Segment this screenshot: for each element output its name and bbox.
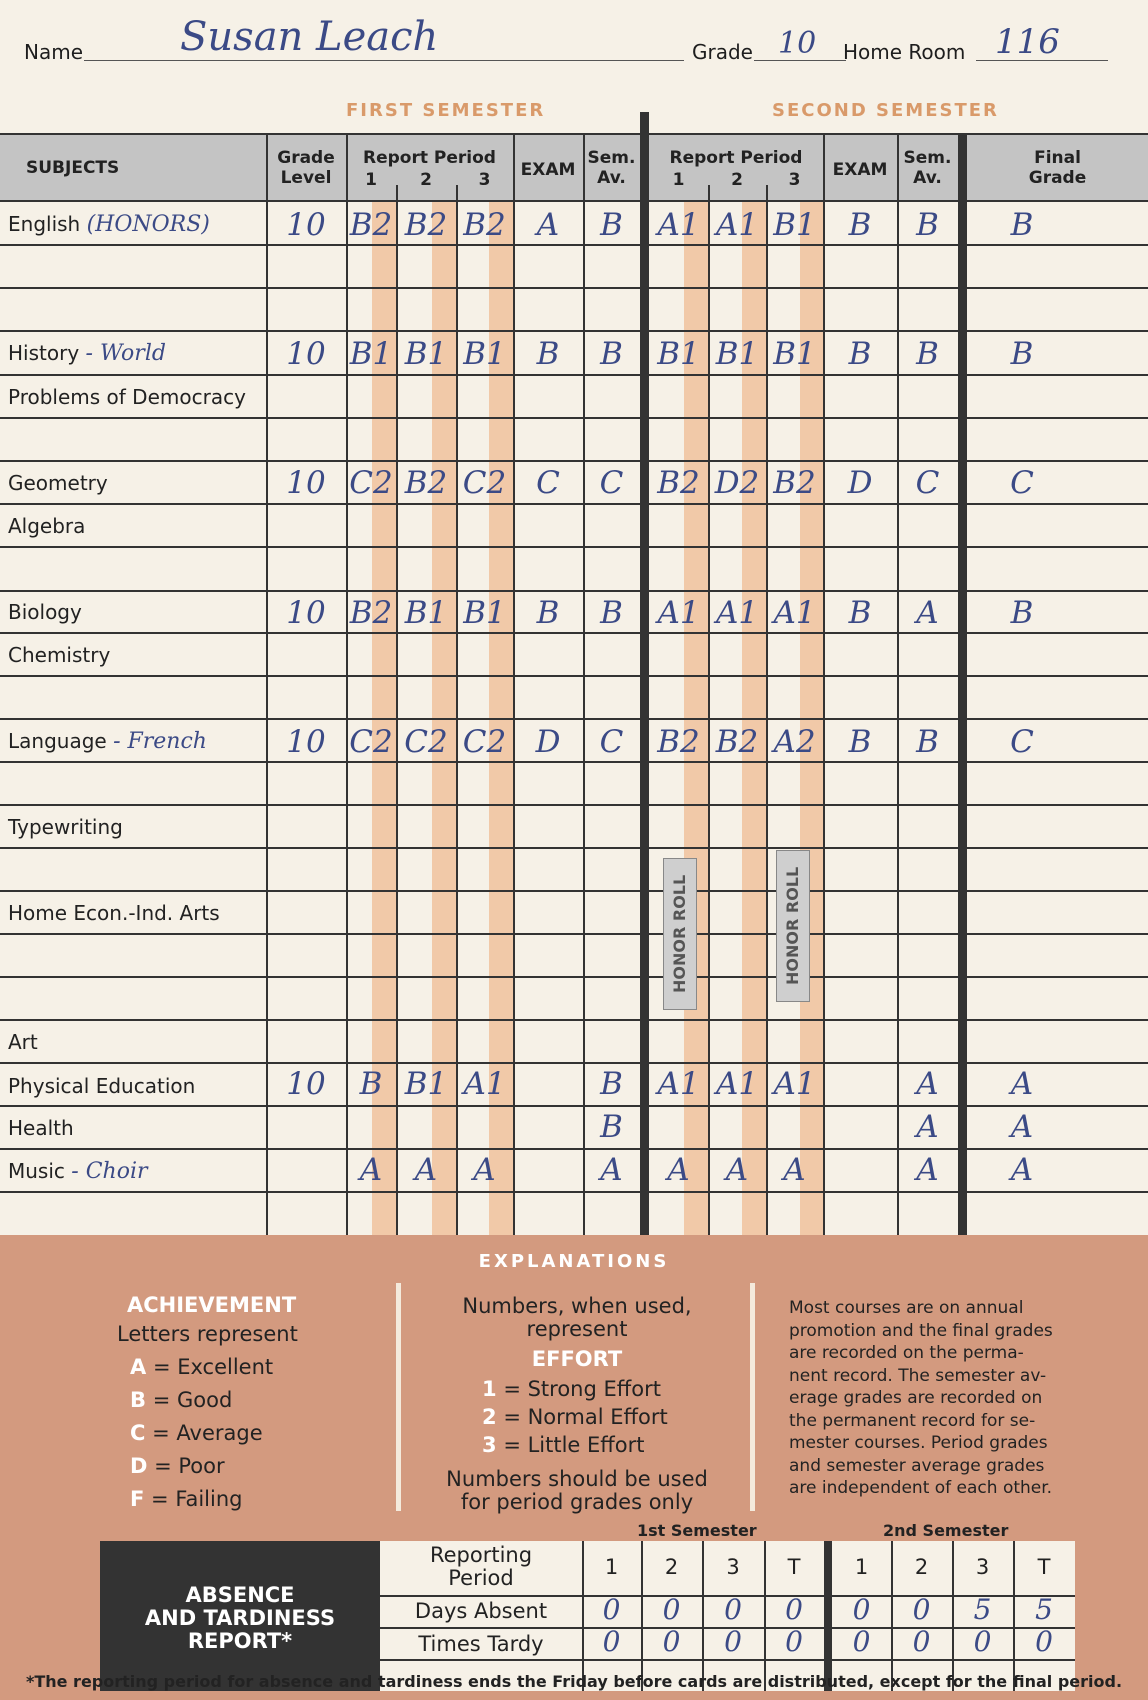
legend-d: D = Poor — [130, 1454, 225, 1478]
table-rule — [0, 933, 1148, 935]
table-rule — [0, 200, 1148, 202]
subject-geometry: Geometry — [8, 471, 108, 495]
honor-roll-stamp: HONOR ROLL — [663, 858, 697, 1010]
days-absent-value: 0 — [662, 1593, 681, 1626]
grade-cell: D2 — [714, 465, 760, 501]
legend-a: A = Excellent — [130, 1355, 274, 1379]
period-label: 1 — [604, 1555, 619, 1579]
grade-cell: A1 — [463, 1066, 506, 1102]
grade-cell: A — [1010, 1152, 1034, 1188]
table-rule — [0, 675, 1148, 677]
subject-physical-education: Physical Education — [8, 1074, 196, 1098]
grade-cell: A — [1010, 1066, 1034, 1102]
absence-semester-divider — [824, 1541, 832, 1691]
grade-cell: C — [599, 724, 624, 760]
period-label: 3 — [975, 1555, 990, 1579]
grade-cell: B2 — [715, 724, 759, 760]
grade-cell: B — [916, 207, 939, 243]
grade-cell: 10 — [286, 1066, 326, 1102]
subject-chemistry: Chemistry — [8, 643, 111, 667]
days-absent-value: 0 — [852, 1593, 871, 1626]
s1-sem-av-header: Sem. Av. — [587, 148, 636, 188]
s1-period-3: 3 — [478, 170, 491, 190]
table-rule — [0, 546, 1148, 548]
grade-cell: 10 — [286, 336, 326, 372]
subject-home-econ: Home Econ.-Ind. Arts — [8, 901, 220, 925]
subject-typewriting: Typewriting — [8, 815, 123, 839]
grade-cell: B2 — [657, 465, 700, 501]
grade-cell: B2 — [349, 207, 393, 243]
subject-biology: Biology — [8, 600, 82, 624]
table-rule — [0, 890, 1148, 892]
grade-cell: B — [600, 1109, 623, 1145]
semester-divider — [640, 112, 649, 1235]
s1-exam-header: EXAM — [520, 160, 576, 180]
grade-cell: A — [916, 1152, 939, 1188]
footnote: *The reporting period for absence and tardiness ends the Friday before cards are distributed, except for the final period. — [25, 1672, 1123, 1691]
table-col-rule — [823, 133, 825, 1235]
grade-cell: D — [535, 724, 561, 760]
achievement-title: ACHIEVEMENT — [127, 1293, 297, 1317]
annual-promotion-note: Most courses are on annual promotion and the final grades are recorded on the perma- nent record. The semester av- erage grades are recorded on the permanent record for se- mester courses. Period grades and semester average grades are independent of each other. — [789, 1298, 1053, 1498]
times-tardy-value: 0 — [785, 1625, 803, 1658]
subject-language: Language - French — [8, 729, 207, 754]
days-absent-value: 5 — [973, 1593, 992, 1626]
grade-cell: B — [1010, 207, 1034, 243]
s2-period-1: 1 — [672, 170, 685, 190]
grade-cell: B1 — [349, 336, 393, 372]
grade-cell: B1 — [404, 336, 448, 372]
grade-cell: B — [536, 595, 560, 631]
grade-cell: B1 — [773, 336, 816, 372]
legend-b: B = Good — [130, 1388, 233, 1412]
absence-report-title: ABSENCE AND TARDINESS REPORT* — [100, 1541, 380, 1691]
s2-sem-av-header: Sem. Av. — [903, 148, 952, 188]
grade-cell: B — [848, 207, 872, 243]
grade-cell: A — [1010, 1109, 1034, 1145]
honor-roll-stamp: HONOR ROLL — [776, 850, 810, 1002]
grade-cell: C — [1010, 724, 1034, 760]
grade-cell: B1 — [657, 336, 700, 372]
numbers-should-1: Numbers should be used — [446, 1467, 708, 1491]
subject-history: History - World — [8, 341, 166, 366]
legend-f: F = Failing — [130, 1487, 243, 1511]
student-name: Susan Leach — [180, 14, 439, 60]
grade-cell: B1 — [404, 595, 448, 631]
days-absent-value: 0 — [602, 1593, 621, 1626]
effort-2: 2 = Normal Effort — [482, 1405, 668, 1429]
period-label: 1 — [854, 1555, 869, 1579]
grade-cell: C — [536, 465, 560, 501]
grade-cell: B2 — [404, 207, 448, 243]
s2-period-3: 3 — [788, 170, 801, 190]
grade-cell: C2 — [349, 724, 393, 760]
grade-cell: B — [848, 595, 872, 631]
grade-cell: B — [1010, 336, 1034, 372]
grade-cell: D — [847, 465, 873, 501]
times-tardy-value: 0 — [1035, 1625, 1053, 1658]
days-absent-label: Days Absent — [414, 1599, 548, 1623]
grade-cell: C — [1010, 465, 1034, 501]
name-line — [84, 60, 684, 61]
second-semester-title: SECOND SEMESTER — [772, 100, 999, 121]
grade-cell: A — [414, 1152, 438, 1188]
grade-cell: A — [916, 1066, 939, 1102]
grade-cell: 10 — [286, 595, 326, 631]
grade-cell: A1 — [715, 595, 759, 631]
grade-cell: A — [783, 1152, 806, 1188]
table-rule — [0, 330, 1148, 332]
grade-cell: A1 — [715, 207, 759, 243]
grade-cell: 10 — [286, 465, 326, 501]
legend-c: C = Average — [130, 1421, 263, 1445]
grade-cell: A1 — [657, 595, 700, 631]
grade-value: 10 — [778, 26, 817, 61]
grade-label: Grade — [692, 40, 753, 64]
grade-cell: A1 — [657, 207, 700, 243]
explanations-title: EXPLANATIONS — [478, 1251, 670, 1272]
second-semester-label: 2nd Semester — [883, 1521, 1009, 1540]
subject-music: Music - Choir — [8, 1159, 148, 1184]
effort-title: EFFORT — [531, 1347, 623, 1371]
table-rule — [0, 976, 1148, 978]
grade-cell: A — [536, 207, 560, 243]
times-tardy-value: 0 — [973, 1625, 992, 1658]
times-tardy-label: Times Tardy — [418, 1632, 544, 1656]
grade-cell: A1 — [773, 1066, 816, 1102]
represent: represent — [526, 1317, 628, 1341]
period-label: 2 — [914, 1555, 929, 1579]
grade-cell: 10 — [286, 207, 326, 243]
subject-art: Art — [8, 1030, 38, 1054]
grade-cell: B1 — [773, 207, 816, 243]
grade-cell: B — [916, 336, 939, 372]
effort-3: 3 = Little Effort — [482, 1433, 645, 1457]
numbers-when-used: Numbers, when used, — [462, 1294, 692, 1318]
subject-algebra: Algebra — [8, 514, 86, 538]
effort-1: 1 = Strong Effort — [482, 1377, 661, 1401]
subject-english: English (HONORS) — [8, 212, 210, 237]
grade-cell: A1 — [773, 595, 816, 631]
table-col-rule — [513, 133, 515, 1235]
grade-cell: B2 — [657, 724, 700, 760]
first-semester-title: FIRST SEMESTER — [346, 100, 546, 121]
grade-level-header: Grade Level — [277, 148, 335, 188]
table-rule — [0, 287, 1148, 289]
s1-report-period-header: Report Period — [363, 148, 496, 168]
grade-cell: A2 — [773, 724, 816, 760]
grade-cell: A — [725, 1152, 749, 1188]
times-tardy-value: 0 — [662, 1625, 681, 1658]
grade-cell: A1 — [715, 1066, 759, 1102]
subject-health: Health — [8, 1116, 74, 1140]
days-absent-value: 5 — [1035, 1593, 1053, 1626]
times-tardy-value: 0 — [602, 1625, 621, 1658]
table-rule — [0, 847, 1148, 849]
table-rule — [0, 804, 1148, 806]
grade-cell: B — [600, 336, 623, 372]
grade-cell: B2 — [404, 465, 448, 501]
times-tardy-value: 0 — [852, 1625, 871, 1658]
letters-represent: Letters represent — [117, 1322, 298, 1346]
grade-cell: B1 — [404, 1066, 448, 1102]
period-label: T — [1037, 1555, 1051, 1579]
period-label: 2 — [664, 1555, 679, 1579]
absence-table — [380, 1541, 1075, 1691]
grade-cell: A — [667, 1152, 690, 1188]
grade-cell: B — [359, 1066, 383, 1102]
final-grade-header: Final Grade — [1028, 148, 1087, 188]
subjects-header: SUBJECTS — [26, 158, 120, 178]
period-label: 3 — [726, 1555, 740, 1579]
times-tardy-value: 0 — [912, 1625, 931, 1658]
grade-cell: B — [600, 1066, 623, 1102]
grade-cell: A — [359, 1152, 383, 1188]
grade-cell: C2 — [462, 465, 507, 501]
grade-cell: A — [600, 1152, 623, 1188]
grade-cell: A — [473, 1152, 496, 1188]
grade-cell: A — [916, 1109, 939, 1145]
grade-cell: B — [600, 595, 623, 631]
name-label: Name — [24, 40, 84, 64]
grade-cell: B2 — [463, 207, 506, 243]
days-absent-value: 0 — [785, 1593, 803, 1626]
reporting-period-label: Reporting Period — [429, 1543, 533, 1590]
grade-cell: B1 — [715, 336, 759, 372]
grade-cell: B — [1010, 595, 1034, 631]
days-absent-value: 0 — [912, 1593, 931, 1626]
homeroom-label: Home Room — [843, 40, 966, 64]
grade-cell: C2 — [349, 465, 393, 501]
grade-cell: B1 — [463, 595, 506, 631]
grade-cell: C — [599, 465, 624, 501]
period-label: T — [787, 1555, 801, 1579]
first-semester-label: 1st Semester — [637, 1521, 757, 1540]
grade-cell: A1 — [657, 1066, 700, 1102]
subject-problems-of-democracy: Problems of Democracy — [8, 385, 246, 409]
grade-cell: B1 — [463, 336, 506, 372]
s2-exam-header: EXAM — [832, 160, 888, 180]
table-rule — [0, 718, 1148, 720]
grade-cell: B2 — [773, 465, 816, 501]
homeroom-value: 116 — [995, 22, 1060, 62]
grade-cell: B — [848, 724, 872, 760]
grade-cell: 10 — [286, 724, 326, 760]
panel-divider — [396, 1283, 401, 1511]
table-rule — [0, 417, 1148, 419]
s1-period-1: 1 — [365, 170, 377, 190]
grade-cell: C2 — [462, 724, 507, 760]
s1-period-2: 2 — [420, 170, 432, 190]
final-divider — [958, 133, 967, 1235]
table-rule — [0, 1191, 1148, 1193]
grade-cell: A — [916, 595, 939, 631]
grade-cell: C — [915, 465, 940, 501]
grade-cell: B — [848, 336, 872, 372]
times-tardy-value: 0 — [724, 1625, 742, 1658]
numbers-should-2: for period grades only — [460, 1490, 694, 1514]
grade-cell: B — [916, 724, 939, 760]
absence-table-rule — [380, 1659, 1075, 1661]
grade-cell: B — [536, 336, 560, 372]
table-rule — [0, 1019, 1148, 1021]
s2-period-2: 2 — [731, 170, 743, 190]
days-absent-value: 0 — [724, 1593, 742, 1626]
s2-report-period-header: Report Period — [669, 148, 803, 168]
grade-cell: B2 — [349, 595, 393, 631]
grade-cell: B — [600, 207, 623, 243]
grade-cell: C2 — [404, 724, 448, 760]
table-rule — [0, 133, 1148, 135]
